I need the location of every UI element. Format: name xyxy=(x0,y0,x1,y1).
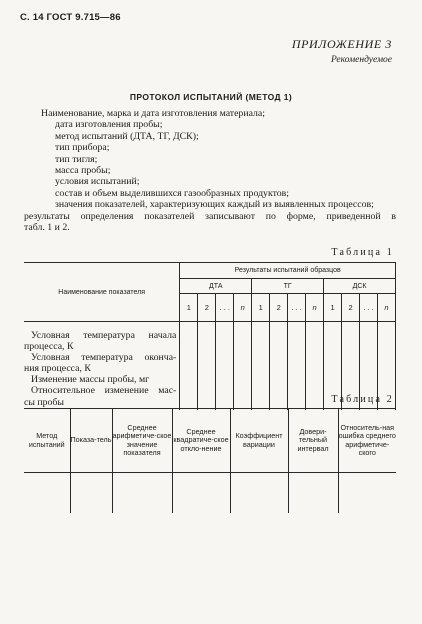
subcol-2: 2 xyxy=(198,294,216,322)
table1-caption: Таблица 1 xyxy=(331,247,394,258)
table1-header-name: Наименование показателя xyxy=(24,263,180,322)
table2-cell xyxy=(230,473,288,513)
row-label-cont: ния процесса, К xyxy=(24,363,91,375)
protocol-body xyxy=(24,108,396,233)
appendix-subtitle: Рекомендуемое xyxy=(330,55,392,65)
table2-cell xyxy=(172,473,230,513)
subcol-2: 2 xyxy=(342,294,360,322)
table2 xyxy=(24,408,396,513)
row-label: Относительное изменение мас- xyxy=(31,385,177,397)
subcol-n: n xyxy=(234,294,252,322)
table2-header-method: Метод испытаний xyxy=(24,409,70,473)
table1-cell xyxy=(270,322,288,410)
body-line: дата изготовления пробы; xyxy=(55,119,163,131)
subcol-dots: . . . xyxy=(216,294,234,322)
protocol-title: ПРОТОКОЛ ИСПЫТАНИЙ (МЕТОД 1) xyxy=(129,92,293,102)
row-label-cont: сы пробы xyxy=(24,396,64,408)
subcol-n: n xyxy=(306,294,324,322)
table1-header-results: Результаты испытаний образцов xyxy=(180,263,396,279)
table2-cell xyxy=(112,473,172,513)
table2-header-indicator: Показа-тель xyxy=(70,409,112,473)
table2-header-cv: Коэффициент вариации xyxy=(230,409,288,473)
subcol-n: n xyxy=(377,294,395,322)
body-line: условия испытаний; xyxy=(55,176,140,188)
appendix-block xyxy=(292,37,392,65)
row-label: Условная температура начала xyxy=(31,330,177,341)
row-label: Изменение массы пробы, мг xyxy=(31,374,150,386)
table2-header-rel-error: Относитель-ная ошибка среднего арифметиче-ского xyxy=(338,409,396,473)
table2-cell xyxy=(338,473,396,513)
body-line: тип тигля; xyxy=(55,153,98,165)
subcol-2: 2 xyxy=(270,294,288,322)
body-line: Наименование, марка и дата изготовления материала; xyxy=(41,108,265,119)
table1 xyxy=(24,262,396,410)
table2-cell xyxy=(70,473,112,513)
body-line: табл. 1 и 2. xyxy=(24,222,70,234)
table1-cell xyxy=(252,322,270,410)
table2-header-mean: Среднее арифметиче-ское значение показателя xyxy=(112,409,172,473)
body-line: значения показателей, характеризующих каждый из выявленных процессов; xyxy=(55,199,374,211)
table2-header-ci: Довери-тельный интервал xyxy=(288,409,338,473)
table1-cell xyxy=(288,322,306,410)
subcol-1: 1 xyxy=(324,294,342,322)
table1-cell xyxy=(180,322,198,410)
body-line: метод испытаний (ДТА, ТГ, ДСК); xyxy=(55,130,199,142)
table1-row-labels xyxy=(24,322,180,410)
page-header: С. 14 ГОСТ 9.715—86 xyxy=(20,12,121,23)
table2-cell xyxy=(24,473,70,513)
table1-cell xyxy=(306,322,324,410)
table1-method-tg: ТГ xyxy=(252,279,324,294)
subcol-1: 1 xyxy=(180,294,198,322)
body-line: масса пробы; xyxy=(55,165,111,177)
subcol-dots: . . . xyxy=(288,294,306,322)
table1-method-dsk: ДСК xyxy=(324,279,396,294)
table1-cell xyxy=(198,322,216,410)
table1-cell xyxy=(216,322,234,410)
row-label-cont: процесса, К xyxy=(24,341,74,353)
subcol-1: 1 xyxy=(252,294,270,322)
body-line: тип прибора; xyxy=(55,142,110,154)
table1-method-dta: ДТА xyxy=(180,279,252,294)
row-label: Условная температура оконча- xyxy=(31,352,177,364)
table2-cell xyxy=(288,473,338,513)
body-line: результаты определения показателей записывают по форме, приведенной в xyxy=(24,210,396,222)
table2-caption: Таблица 2 xyxy=(331,394,394,405)
appendix-title: ПРИЛОЖЕНИЕ 3 xyxy=(291,37,392,51)
table2-header-std: Среднее квадратиче-ское откло-нение xyxy=(172,409,230,473)
table1-cell xyxy=(234,322,252,410)
subcol-dots: . . . xyxy=(360,294,378,322)
body-line: состав и объем выделившихся газообразных продуктов; xyxy=(55,187,289,199)
